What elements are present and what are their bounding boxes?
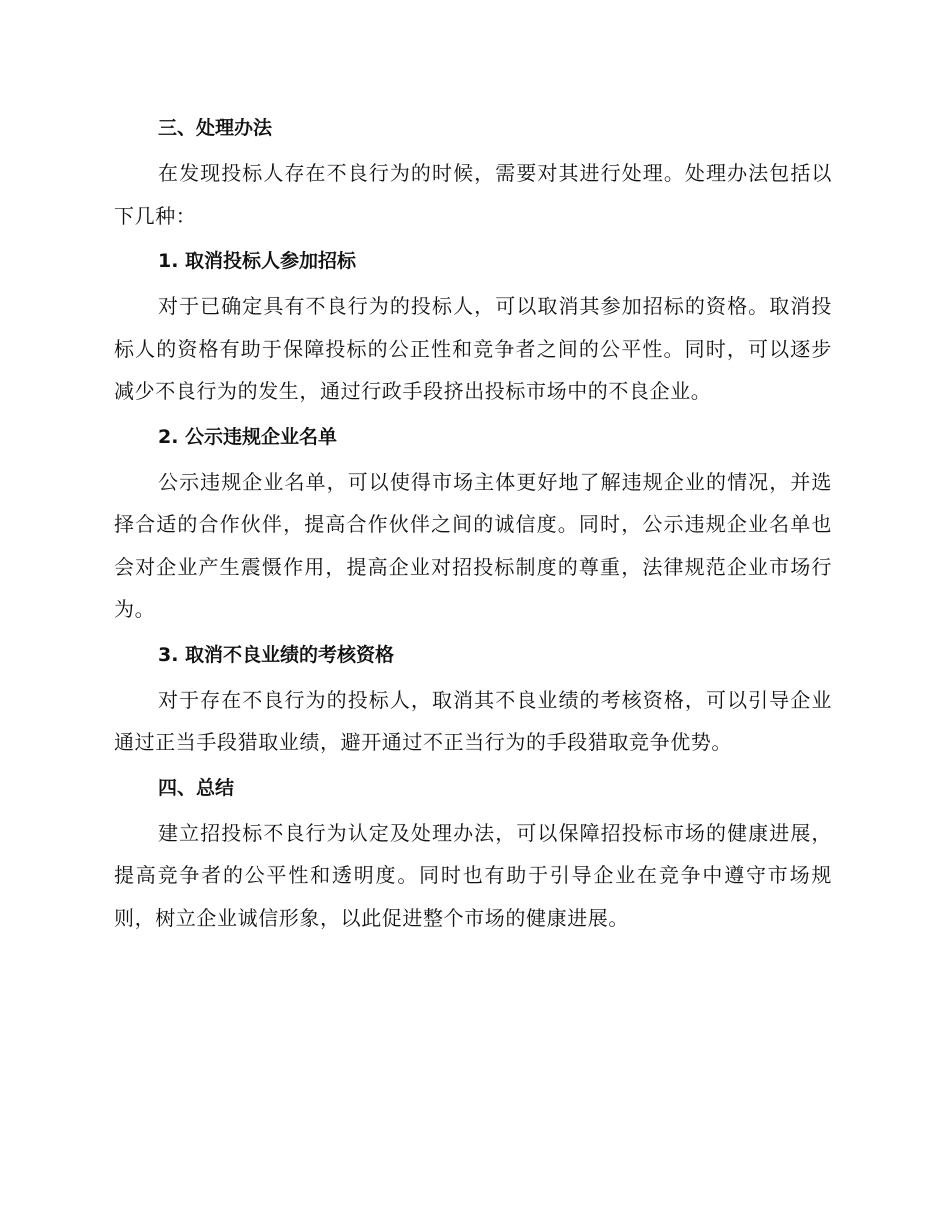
- document-body: [114, 107, 832, 939]
- section-heading-handling-methods: 三、处理办法: [158, 117, 273, 139]
- paragraph-cancel-bidding: 对于已确定具有不良行为的投标人，可以取消其参加招标的资格。取消投标人的资格有助于保障投标的公正性和竞争者之间的公平性。同时，可以逐步减少不良行为的发生，通过行政手段挤出投标市场中的不良企业。: [114, 294, 832, 403]
- paragraph-cancel-performance: 对于存在不良行为的投标人，取消其不良业绩的考核资格，可以引导企业通过正当手段猎取业绩，避开通过不正当行为的手段猎取竞争优势。: [114, 687, 832, 754]
- subsection-heading-cancel-bidding: 1. 取消投标人参加招标: [158, 250, 357, 272]
- subsection-heading-cancel-performance: 3. 取消不良业绩的考核资格: [158, 643, 395, 666]
- section-heading-summary: 四、总结: [158, 776, 235, 799]
- paragraph-summary: 建立招投标不良行为认定及处理办法，可以保障招投标市场的健康进展，提高竞争者的公平性和透明度。同时也有助于引导企业在竞争中遵守市场规则，树立企业诚信形象，以此促进整个市场的健康进展。: [114, 820, 832, 930]
- paragraph-handling-intro: 在发现投标人存在不良行为的时候，需要对其进行处理。处理办法包括以下几种：: [114, 161, 832, 228]
- subsection-heading-publish-list: 2. 公示违规企业名单: [158, 425, 338, 448]
- paragraph-publish-list: 公示违规企业名单，可以使得市场主体更好地了解违规企业的情况，并选择合适的合作伙伴，提高合作伙伴之间的诚信度。同时，公示违规企业名单也会对企业产生震慑作用，提高企业对招投标制度的尊重，法律规范企业市场行为。: [114, 469, 832, 621]
